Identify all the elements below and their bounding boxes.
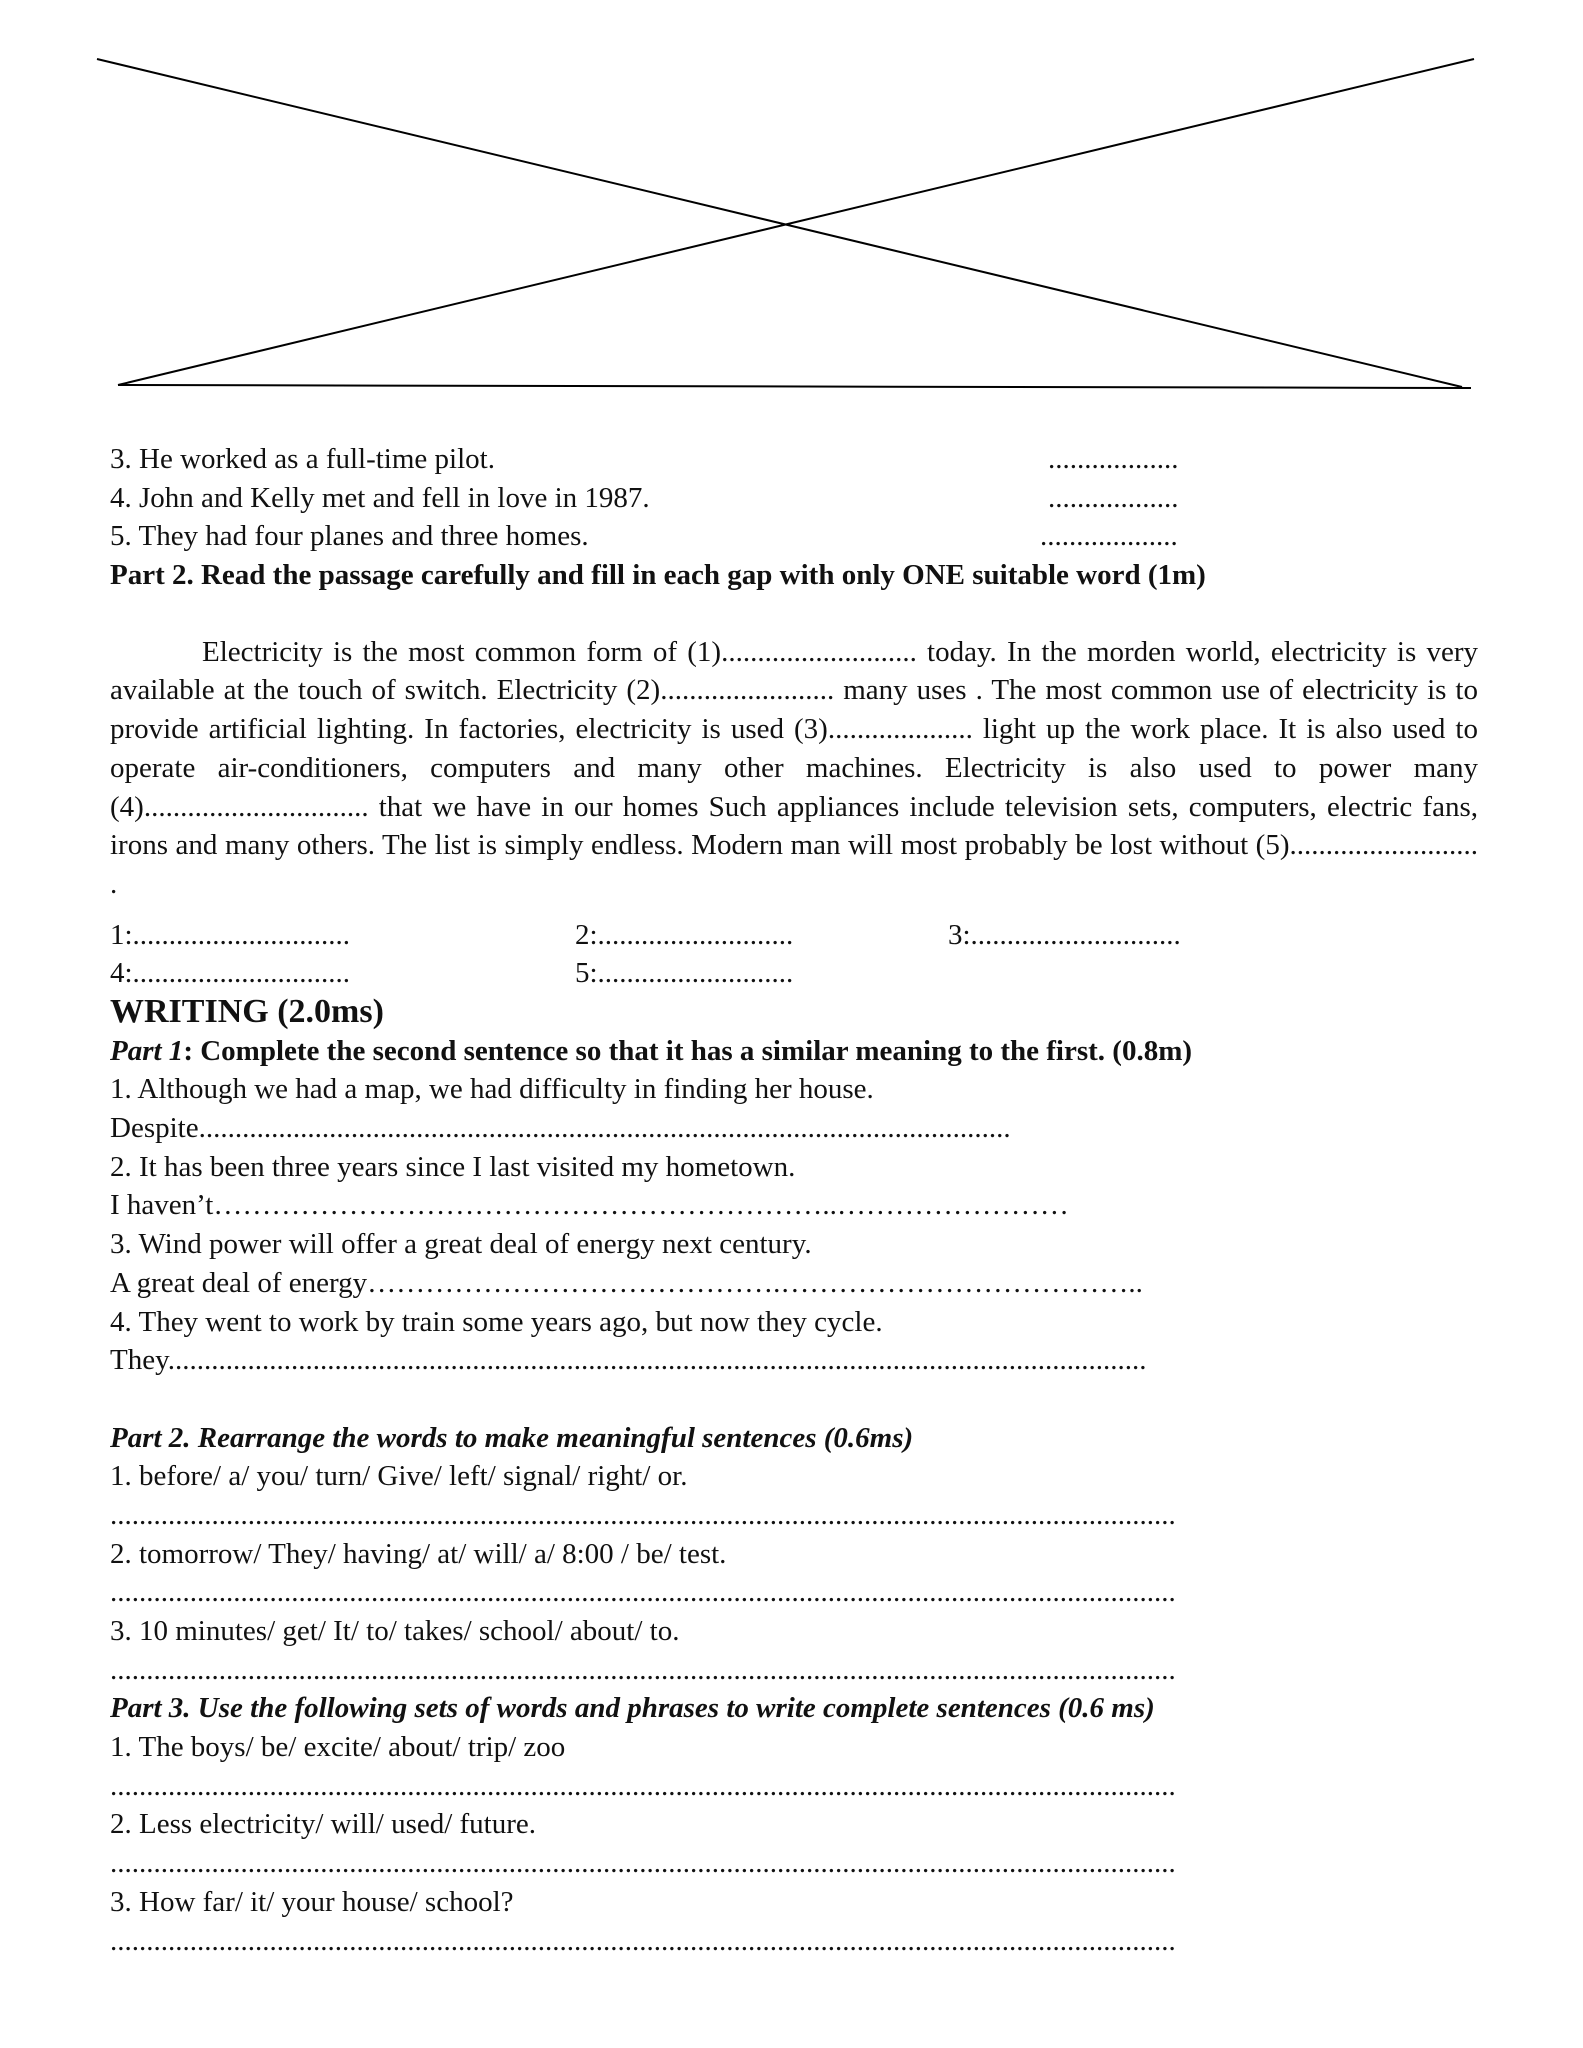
writing-part3-title: Part 3. Use the following sets of words and phrases to write complete sentences (0.6 ms) [110,1692,1155,1725]
cross-line-1 [97,59,1462,387]
answer-row-2 [110,954,1478,993]
question: 3. How far/ it/ your house/ school? [110,1885,514,1918]
question: 2. It has been three years since I last visited my hometown. [110,1150,796,1183]
question: 1. The boys/ be/ excite/ about/ trip/ zoo [110,1731,566,1764]
answer-blank-5[interactable]: 5:........................... [575,957,794,990]
answer-blank-4[interactable]: 4:.............................. [110,957,351,990]
crossed-out-box [0,0,1583,400]
answer-line[interactable]: ................................................................................................................................................... [110,1576,1176,1609]
statement-text: 5. They had four planes and three homes. [110,520,589,553]
answer-line[interactable]: ................................................................................................................................................... [110,1769,1176,1802]
answer-line[interactable]: ................................................................................................................................................... [110,1847,1176,1880]
spacer [110,1380,1478,1419]
answer-blank[interactable]: ................... [1040,520,1178,553]
writing-heading: WRITING (2.0ms) [110,993,384,1031]
answer-line[interactable]: ................................................................................................................................................... [110,1498,1176,1531]
part1-item [110,440,1478,479]
part1-item [110,517,1478,556]
question: 3. 10 minutes/ get/ It/ to/ takes/ school/ about/ to. [110,1615,680,1648]
question: 4. They went to work by train some years ago, but now they cycle. [110,1305,883,1338]
cross-bottom-line [118,385,1471,388]
answer-row-1 [110,916,1478,955]
question: 3. Wind power will offer a great deal of energy next century. [110,1228,812,1261]
answer-blank-1[interactable]: 1:.............................. [110,918,351,951]
part-label: Part 1 [110,1034,184,1067]
answer-line[interactable]: They....................................................................................................................................... [110,1344,1147,1377]
answer-line[interactable]: I haven’t………………………………………………………..…………………… [110,1189,1069,1222]
answer-line[interactable]: ................................................................................................................................................... [110,1924,1176,1957]
statement-text: 4. John and Kelly met and fell in love in 1987. [110,481,650,514]
answer-blank-3[interactable]: 3:............................. [948,918,1181,951]
question: 1. before/ a/ you/ turn/ Give/ left/ signal/ right/ or. [110,1460,688,1493]
question: 2. tomorrow/ They/ having/ at/ will/ a/ 8:00 / be/ test. [110,1537,727,1570]
part1-item [110,479,1478,518]
answer-blank-2[interactable]: 2:........................... [575,918,794,951]
passage: Electricity is the most common form of (1)........................... today. In the morden world, electricity is very available at the touch of switch. Electricity (2)........................ many uses . The most common use of electricity is to provide artificial lighting. In factories, electricity is used (3).................... light up the work place. It is also used to operate air-conditioners, computers and many other machines. Electricity is also used to power many (4)............................... that we have in our homes Such appliances include television sets, computers, electric fans, irons and many others. The list is simply endless. Modern man will most probably be lost without (5).......................... . [110,635,1478,900]
answer-line[interactable]: Despite................................................................................................................ [110,1112,1011,1145]
answer-line[interactable]: A great deal of energy…………………………………….……………………………….. [110,1266,1143,1299]
part-title: : Complete the second sentence so that it has a similar meaning to the first. (0.8m) [183,1034,1193,1067]
answer-line[interactable]: ................................................................................................................................................... [110,1653,1176,1686]
writing-part1-title [110,1032,1478,1071]
answer-blank[interactable]: .................. [1048,443,1179,475]
cross-line-2 [118,59,1474,385]
question: 1. Although we had a map, we had difficulty in finding her house. [110,1073,874,1106]
statement-text: 3. He worked as a full-time pilot. [110,443,495,475]
writing-part2-title: Part 2. Rearrange the words to make meaningful sentences (0.6ms) [110,1421,914,1454]
answer-blank[interactable]: .................. [1048,481,1179,514]
worksheet-page [110,440,1478,1960]
part2-title: Part 2. Read the passage carefully and fill in each gap with only ONE suitable word (1m) [110,559,1206,592]
question: 2. Less electricity/ will/ used/ future. [110,1808,537,1841]
